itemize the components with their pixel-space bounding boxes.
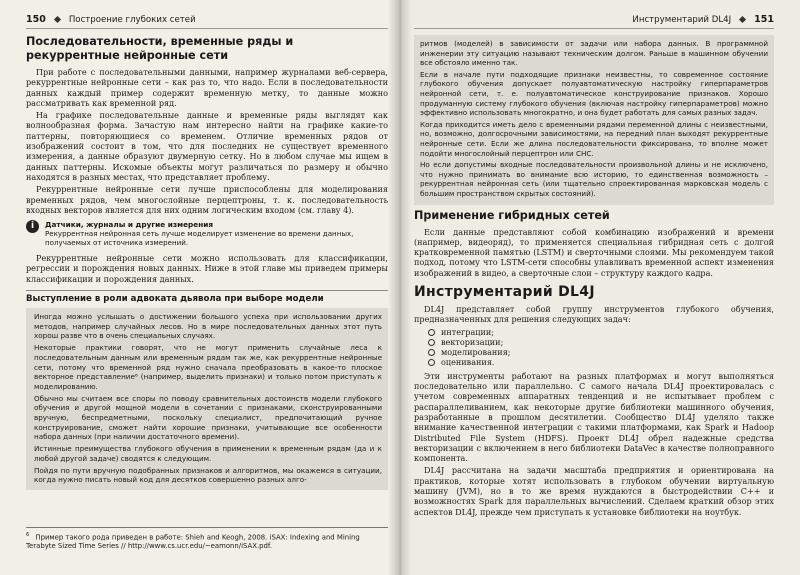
- page-number-left: 150: [26, 14, 46, 25]
- footnote: [26, 527, 388, 550]
- paragraph: При работе с последовательными данными, например журналами веб-сервера, рекуррентные нейронные сети – как раз то, что надо. Если в последовательности данных каждый пример содержит временную метку, то данные можно рассматривать как временной ряд.: [26, 67, 388, 108]
- paragraph: DL4J представляет собой группу инструментов глубокого обучения, предназначенных для решения следующих задач:: [414, 303, 774, 325]
- diamond-icon: [739, 16, 746, 23]
- sidebar-paragraph: Если в начале пути подходящие признаки неизвестны, то современное состояние глубокого обучения допускает полуавтоматическую настройку гиперпараметров нейронной сети, т. е. полуавтоматическое конструирование признаков. Хорошо продуманную систему глубокого обучения (включая настройку гиперпараметров) можно эффективно использовать многократно, и она будет работать для самых разных задач.: [420, 69, 768, 118]
- circle-bullet-icon: [428, 359, 435, 366]
- circle-bullet-icon: [428, 349, 435, 356]
- header-title-left: Построение глубоких сетей: [68, 14, 196, 25]
- list-item: [428, 337, 774, 347]
- sidebar-box-continued: [414, 35, 774, 205]
- header-title-right: Инструментарий DL4J: [632, 14, 732, 25]
- page-number-right: 151: [754, 14, 774, 25]
- list-item-text: моделирования;: [441, 347, 511, 358]
- list-item: [428, 357, 774, 367]
- chapter-title-dl4j: Инструментарий DL4J: [414, 283, 595, 300]
- note-text: Рекуррентная нейронная сеть лучше моделирует изменение во времени данных, получаемых от источника измерений.: [45, 229, 354, 248]
- list-item: [428, 347, 774, 357]
- sidebar-paragraph: Истинные преимущества глубокого обучения в применении к временным рядам (да и к любой другой задаче) сводятся к следующим.: [34, 444, 382, 463]
- right-page: [400, 0, 800, 575]
- note-box: [26, 220, 388, 247]
- paragraph: Рекуррентные нейронные сети лучше приспособлены для моделирования временных рядов, чем многослойные перцептроны, т. к. последовательность входных векторов является для них одним логическим входом (см. главу 4).: [26, 184, 388, 215]
- section-title-sequences: Последовательности, временные ряды и рекуррентные нейронные сети: [26, 35, 294, 62]
- paragraph: Эти инструменты работают на разных платформах и могут выполняться последовательно или параллельно. С самого начала DL4J проектировалась с учетом современных аппаратных тенденций и не испытывает проблем с распараллеливанием, как некоторые другие библиотеки машинного обучения, разработанные в прошлом десятилетии. Сообщество DL4J уделяло также внимание качественной интеграции с такими платформами, как Spark и Hadoop Distributed File System (HDFS). Проект DL4J обрел надежные средства векторизации с включением в него библиотеки DataVec в качестве полноправного компонента.: [414, 370, 774, 464]
- circle-bullet-icon: [428, 339, 435, 346]
- sidebar-box: [26, 308, 388, 490]
- note-title: Датчики, журналы и другие измерения: [45, 220, 214, 230]
- section-title-hybrid: Применение гибридных сетей: [414, 208, 610, 222]
- footnote-number: 6: [26, 532, 30, 538]
- task-list: [428, 327, 774, 368]
- running-header-left: [26, 14, 388, 29]
- sidebar-paragraph: Обычно мы считаем все споры по поводу сравнительных достоинств модели глубокого обучения и другой мощной модели в сочетании с признаками, сконструированными вручную, беспредметными, поскольку специалист, предпочитающий ручное конструирование, сможет найти хорошие признаки, учитывающие все особенности набора данных (при наличии достаточного времени).: [34, 393, 382, 442]
- paragraph: На графике последовательные данные и временные ряды выглядят как волнообразная форма. Зачастую нам интересно найти на графике какие-то паттерны, повторяющиеся со временем. Отличие временных рядов от изображений состоит в том, что для последних не существует временного измерения, а данные образуют двумерную сетку. Но в любом случае мы ищем в данных паттерны. Искомые объекты могут различаться по размеру и обычно находятся в разных местах, что представляет проблему.: [26, 110, 388, 182]
- footnote-text: Пример такого рода приведен в работе: Shieh and Keogh, 2008. iSAX: Indexing and Mining Terabyte Sized Time Series // http://www.cs.ucr.edu/~eamonn/iSAX.pdf.: [26, 533, 360, 550]
- circle-bullet-icon: [428, 329, 435, 336]
- sidebar-paragraph: Когда приходится иметь дело с временными рядами переменной длины с неизвестными, но, возможно, долгосрочными зависимостями, на передний план выходят рекуррентные нейронные сети. Если же длина последовательности фиксирована, то вполне может подойти многослойный перцептрон или СНС.: [420, 119, 768, 158]
- list-item-text: векторизации;: [441, 336, 504, 347]
- sidebar-paragraph: Некоторые практики говорят, что не могут применить случайные леса к последовательным данным или временным рядам так же, как рекуррентные нейронные сети, потому что временной ряд нужно сначала преобразовать в какое-то плоское векторное представление⁶ (например, выделить признаки) и только потом приступать к моделированию.: [34, 343, 382, 391]
- diamond-icon: [54, 16, 61, 23]
- paragraph: DL4J рассчитана на задачи масштаба предприятия и ориентирована на практиков, которые хотят использовать в глубоком обучении виртуальную машину (JVM), но в то же время нуждаются в быстродействии C++ и возможностях Spark для параллельных вычислений. Сделаем краткий обзор этих аспектов DL4J, прежде чем приступать к установке библиотеки на ноутбук.: [414, 465, 774, 517]
- list-item-text: оценивания.: [441, 357, 495, 368]
- sidebar-paragraph: Но если допустимы входные последовательности произвольной длины и не исключено, что нужно принимать во внимание всю историю, то единственная возможность – рекуррентная нейронная сеть (или тщательно спроектированная марковская модель с большим пространством скрытых состояний).: [420, 160, 768, 198]
- paragraph: Если данные представляют собой комбинацию изображений и времени (например, видеоряд), то применяется специальная гибридная сеть с долгой кратковременной памятью (LSTM) и сверточными слоями. Мы рекомендуем такой подход, потому что LSTM-сети способны улавливать временной аспект изменения изображений в видео, а сверточные слои – структуру каждого кадра.: [414, 226, 774, 278]
- paragraph: Рекуррентные нейронные сети можно использовать для классификации, регрессии и порождения новых данных. Ниже в этой главе мы приведем примеры классификации и порождения данных.: [26, 253, 388, 284]
- sidebar-paragraph: Пойдя по пути вручную подобранных признаков и алгоритмов, мы окажемся в ситуации, когда нужно писать новый код для десятков совершенно разных алго-: [34, 465, 382, 485]
- running-header-right: [414, 14, 774, 29]
- list-item-text: интеграции;: [441, 326, 495, 337]
- sidebar-paragraph: Иногда можно услышать о достижении большого успеха при использовании других методов, например случайных лесов. Но в мире последовательных данных этот путь хорош разве что в очень специальных случаях.: [34, 312, 382, 341]
- sidebar-title: Выступление в роли адвоката дьявола при выборе модели: [26, 290, 388, 304]
- info-icon: i: [26, 220, 39, 233]
- sidebar-paragraph: ритмов (моделей) в зависимости от задачи или набора данных. В программной инженерии эту ситуацию называют техническим долгом. Раньше в машинном обучении все обстояло именно так.: [420, 39, 768, 68]
- list-item: [428, 327, 774, 337]
